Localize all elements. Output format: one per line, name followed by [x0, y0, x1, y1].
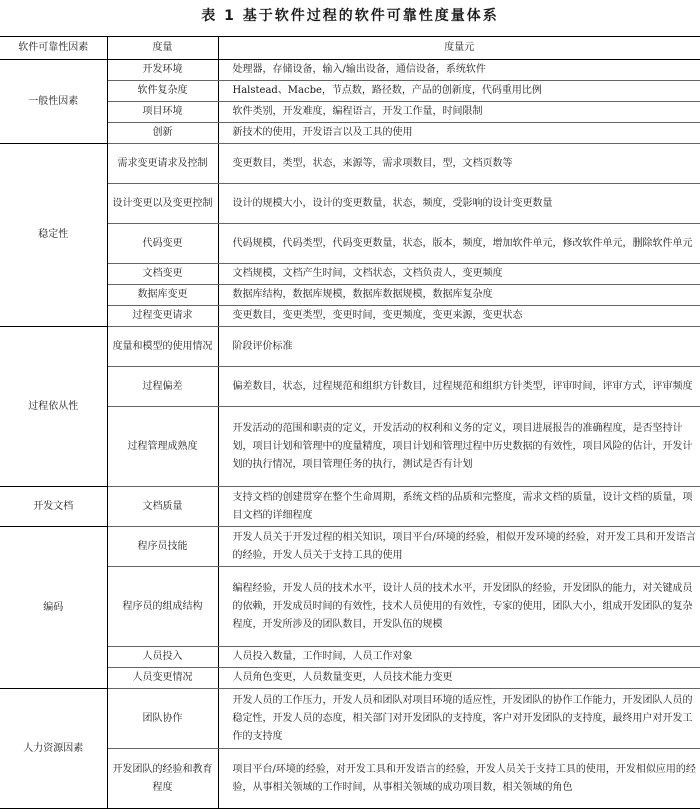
elements-cell: 代码规模，代码类型，代码变更数量，状态，版本，频度，增加软件单元，修改软件单元，删除软件单元	[218, 224, 700, 264]
metric-cell: 人员变更情况	[107, 668, 218, 689]
metric-cell: 过程管理成熟度	[107, 407, 218, 487]
factor-cell: 人力资源因素	[0, 689, 107, 809]
table-title: 表 1 基于软件过程的软件可靠性度量体系	[201, 8, 499, 24]
elements-cell: 开发人员的工作压力，开发人员和团队对项目环境的适应性，开发团队的协作工作能力，开发团队人员的稳定性，开发人员的态度，相关部门对开发团队的支持度，客户对开发团队的支持度，最终用户对开发工作的支持度	[218, 689, 700, 749]
factor-cell: 过程依从性	[0, 327, 107, 487]
metric-cell: 创新	[107, 123, 218, 144]
elements-cell: 变更数目，类型，状态，来源等，需求项数目，型，文档页数等	[218, 144, 700, 184]
metric-cell: 人员投入	[107, 647, 218, 668]
elements-cell: 支持文档的创建贯穿在整个生命周期，系统文档的品质和完整度，需求文档的质量，设计文档的质量，项目文档的详细程度	[218, 487, 700, 527]
metric-cell: 代码变更	[107, 224, 218, 264]
header-elements: 度量元	[218, 37, 700, 60]
elements-cell: 开发活动的范围和职责的定义，开发活动的权利和义务的定义，项目进展报告的准确程度，是否坚持计划，项目计划和管理中的度量精度，项目计划和管理过程中历史数据的有效性，项目风险的估计，开发计划的执行情况，项目管理任务的执行，测试是否有计划	[218, 407, 700, 487]
header-row	[0, 37, 700, 60]
factor-cell: 开发文档	[0, 487, 107, 527]
metric-cell: 项目环境	[107, 102, 218, 123]
factor-cell: 一般性因素	[0, 60, 107, 144]
metric-cell: 文档变更	[107, 264, 218, 285]
elements-cell: 阶段评价标准	[218, 327, 700, 367]
table-row	[0, 327, 700, 367]
elements-cell: 项目平台/环境的经验，对开发工具和开发语言的经验，开发人员关于支持工具的使用，开发相似应用的经验，从事相关领域的工作时间，从事相关领域的成功项目数，相关领域的角色	[218, 749, 700, 809]
table-row	[0, 60, 700, 81]
metric-cell: 设计变更以及变更控制	[107, 184, 218, 224]
header-metric: 度量	[107, 37, 218, 60]
elements-cell: 文档规模，文档产生时间，文档状态，文档负责人，变更频度	[218, 264, 700, 285]
metric-cell: 过程偏差	[107, 367, 218, 407]
elements-cell: 数据库结构，数据库规模，数据库数据规模，数据库复杂度	[218, 285, 700, 306]
elements-cell: 设计的规模大小，设计的变更数量，状态，频度，受影响的设计变更数量	[218, 184, 700, 224]
factor-cell: 编码	[0, 527, 107, 689]
elements-cell: 变更数目，变更类型，变更时间，变更频度，变更来源，变更状态	[218, 306, 700, 327]
metric-cell: 数据库变更	[107, 285, 218, 306]
metric-cell: 软件复杂度	[107, 81, 218, 102]
metric-cell: 文档质量	[107, 487, 218, 527]
elements-cell: 人员投入数量，工作时间，人员工作对象	[218, 647, 700, 668]
metric-cell: 程序员的组成结构	[107, 567, 218, 647]
metrics-table	[0, 36, 700, 809]
factor-cell: 稳定性	[0, 144, 107, 327]
metric-cell: 程序员技能	[107, 527, 218, 567]
elements-cell: 新技术的使用，开发语言以及工具的使用	[218, 123, 700, 144]
table-row	[0, 144, 700, 184]
elements-cell: 人员角色变更，人员数量变更，人员技术能力变更	[218, 668, 700, 689]
elements-cell: 处理器，存储设备，输入/输出设备，通信设备，系统软件	[218, 60, 700, 81]
metric-cell: 过程变更请求	[107, 306, 218, 327]
elements-cell: 编程经验，开发人员的技术水平，设计人员的技术水平，开发团队的经验，开发团队的能力，对关键成员的依赖，开发成员时间的有效性，技术人员使用的有效性，专家的使用，团队大小，组成开发团队的复杂程度，开发所涉及的团队数目，开发队伍的规模	[218, 567, 700, 647]
elements-cell: Halstead、Macbe，节点数，路径数，产品的创新度，代码重用比例	[218, 81, 700, 102]
table-body	[0, 60, 700, 809]
metric-cell: 开发团队的经验和教育程度	[107, 749, 218, 809]
table-row	[0, 487, 700, 527]
table-row	[0, 689, 700, 749]
metric-cell: 度量和模型的使用情况	[107, 327, 218, 367]
table-row	[0, 527, 700, 567]
metric-cell: 团队协作	[107, 689, 218, 749]
elements-cell: 软件类别，开发难度，编程语言，开发工作量，时间限制	[218, 102, 700, 123]
metric-cell: 开发环境	[107, 60, 218, 81]
header-factor: 软件可靠性因素	[0, 37, 107, 60]
elements-cell: 开发人员关于开发过程的相关知识，项目平台/环境的经验，相似开发环境的经验，对开发工具和开发语言的经验，开发人员关于支持工具的使用	[218, 527, 700, 567]
elements-cell: 偏差数目，状态，过程规范和组织方针数目，过程规范和组织方针类型，评审时间，评审方式，评审频度	[218, 367, 700, 407]
metric-cell: 需求变更请求及控制	[107, 144, 218, 184]
